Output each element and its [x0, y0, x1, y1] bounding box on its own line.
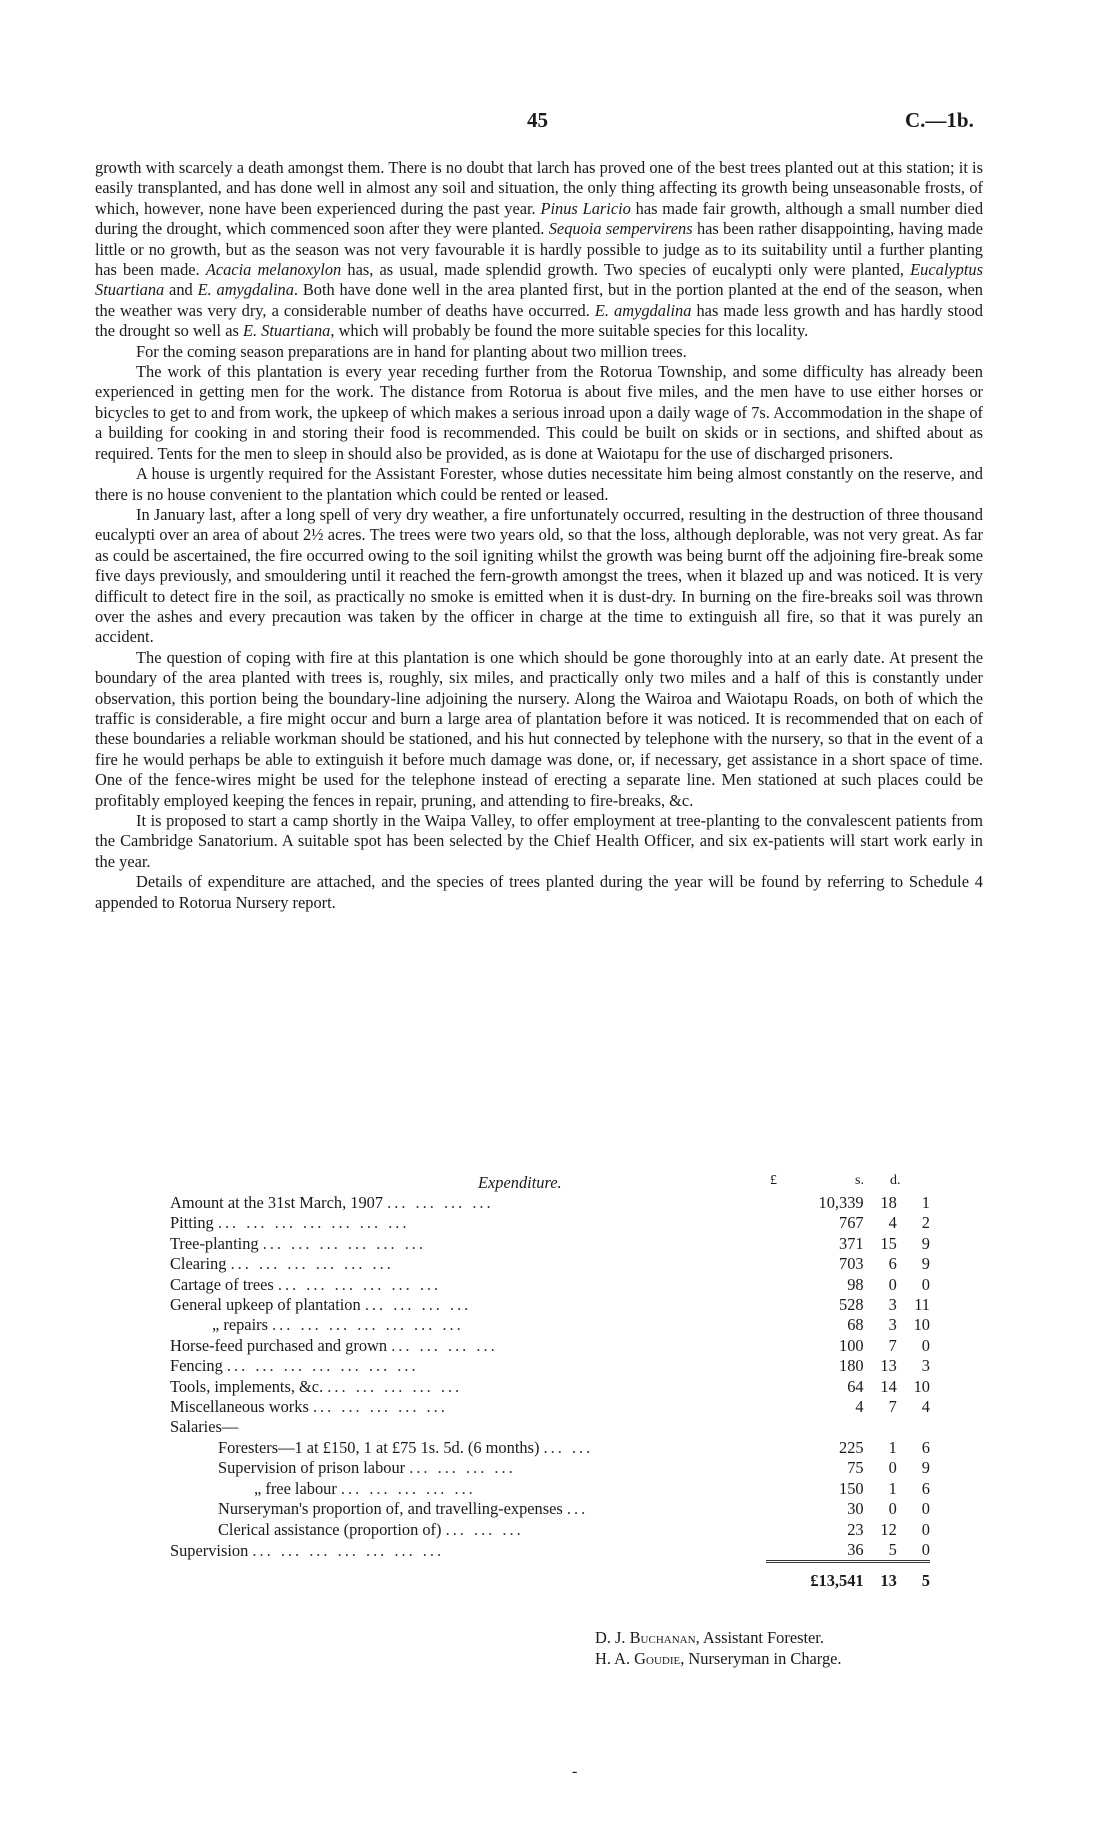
expenditure-table: [170, 1193, 930, 1591]
table-row: Supervision ... ... ... ... ... ... ... 36 5 0: [170, 1539, 930, 1561]
page-header: [0, 108, 1114, 136]
table-row: Horse-feed purchased and grown ... ... ... ... 100 7 0: [170, 1335, 930, 1355]
table-row: General upkeep of plantation ... ... ... ... 528 3 11: [170, 1295, 930, 1315]
expenditure-title: Expenditure.: [478, 1173, 562, 1192]
table-row: „ repairs ... ... ... ... ... ... ... 68 3 10: [212, 1315, 930, 1335]
table-row: Clerical assistance (proportion of) ... ... ... 23 12 0: [218, 1519, 930, 1539]
total-pence: 5: [897, 1562, 930, 1592]
table-row: Foresters—1 at £150, 1 at £75 1s. 5d. (6 months) ... ... 225 1 6: [218, 1437, 930, 1457]
total-pounds: £13,541: [766, 1562, 864, 1592]
table-row: Supervision of prison labour ... ... ... ... 75 0 9: [218, 1458, 930, 1478]
table-row: Fencing ... ... ... ... ... ... ... 180 13 3: [170, 1356, 930, 1376]
column-pounds: £: [770, 1173, 777, 1188]
table-row: Clearing ... ... ... ... ... ... 703 6 9: [170, 1254, 930, 1274]
paragraph-camp: It is proposed to start a camp shortly in the Waipa Valley, to offer employment at tree-planting to the convalescent patients from the Cambridge Sanatorium. A suitable spot has been selected by the Chief Health Officer, and six ex-patients will start work early in the year.: [95, 811, 983, 871]
page-number: 45: [527, 108, 548, 132]
report-body: [95, 158, 983, 913]
paragraph-expenditure-details: Details of expenditure are attached, and the species of trees planted during the year will be found by referring to Schedule 4 appended to Rotorua Nursery report.: [95, 872, 983, 912]
paragraph-coming-season: For the coming season preparations are in hand for planting about two million trees.: [136, 341, 687, 361]
signature-line: H. A. Goudie, Nurseryman in Charge.: [595, 1649, 842, 1668]
paragraph-work-distance: The work of this plantation is every year receding further from the Rotorua Township, and some difficulty has already been experienced in getting men for the work. The distance from Rotorua is about five miles, and the men have to use either horses or bicycles to get to and from work, the upkeep of which makes a serious inroad upon a daily wage of 7s. Accommodation in the shape of a building for cooking in and storing their food is recommended. This could be built on skids or in sections, and shifted about as required. Tents for the men to sleep in should also be provided, as is done at Waiotapu for the use of discharged prisoners.: [95, 362, 983, 463]
paragraph-growth: growth with scarcely a death amongst them. There is no doubt that larch has proved one of the best trees planted out at this station; it is easily transplanted, and has done well in almost any soil and situation, the only thing affecting its growth being unseasonable frosts, of which, however, none have been experienced during the past year. Pinus Laricio has made fair growth, although a small number died during the drought, which commenced soon after they were planted. Sequoia sempervirens has been rather disappointing, having made little or no growth, but as the season was not very favourable it is hardly possible to judge as to its suitability until a further planting has been made. Acacia melanoxylon has, as usual, made splendid growth. Two species of eucalypti only were planted, Eucalyptus Stuartiana and E. amygdalina. Both have done well in the area planted first, but in the portion planted at the end of the season, when the weather was very dry, a considerable number of deaths have occurred. E. amygdalina has made less growth and has hardly stood the drought so well as E. Stuartiana, which will probably be found the more suitable species for this locality.: [95, 158, 984, 341]
table-row: Tools, implements, &c. ... ... ... ... ... 64 14 10: [170, 1376, 930, 1396]
table-row: Amount at the 31st March, 1907 ... ... ... ... 10,339 18 1: [170, 1193, 930, 1212]
table-row: Tree-planting ... ... ... ... ... ... 371 15 9: [170, 1233, 930, 1253]
table-row: Nurseryman's proportion of, and travelling-expenses ... 30 0 0: [218, 1499, 930, 1519]
signatures: [595, 1627, 842, 1669]
paragraph-fire-coping: The question of coping with fire at this plantation is one which should be gone thoroughly into at an early date. At present the boundary of the area planted with trees is, roughly, six miles, and practically only two miles and a half of this is constantly under observation, this portion being the boundary-line adjoining the nursery. Along the Wairoa and Waiotapu Roads, on both of which the traffic is considerable, a fire might occur and burn a large area of plantation before it was noticed. It is recommended that on each of these boundaries a reliable workman should be stationed, and his hut connected by telephone with the nursery, so that in the event of a fire he would perhaps be able to extinguish it before much damage was done, or, if necessary, get assistance in a short space of time. One of the fence-wires might be used for the telephone instead of erecting a separate line. Men stationed at such places could be profitably employed keeping the fences in repair, pruning, and attending to fire-breaks, &c.: [95, 647, 983, 810]
footer-mark: -: [572, 1763, 578, 1780]
total-row: [170, 1562, 930, 1592]
table-row: Pitting ... ... ... ... ... ... ... 767 4 2: [170, 1213, 930, 1233]
table-row: Miscellaneous works ... ... ... ... ... 4 7 4: [170, 1397, 930, 1417]
column-pence: d.: [890, 1173, 901, 1188]
table-row: Salaries—: [170, 1417, 239, 1437]
table-row: „ free labour ... ... ... ... ... 150 1 6: [254, 1478, 930, 1498]
document-reference: C.—1b.: [905, 108, 974, 132]
paragraph-fire: In January last, after a long spell of very dry weather, a fire unfortunately occurred, resulting in the destruction of three thousand eucalypti over an area of about 2½ acres. The trees were two years old, so that the loss, although deplorable, was not very great. As far as could be ascertained, the fire occurred owing to the soil igniting whilst the growth was being burnt off the adjoining fire-break some five days previously, and smouldering until it reached the fern-growth amongst the trees, when it blazed up and was noticed. It is very difficult to detect fire in the soil, as practically no smoke is emitted when it is dust-dry. In burning on the fire-breaks soil was thrown over the ashes and every precaution was taken by the officer in charge at the time to extinguish all fire, so that it was purely an accident.: [95, 504, 983, 647]
total-shillings: 13: [864, 1562, 897, 1592]
paragraph-house: A house is urgently required for the Assistant Forester, whose duties necessitate him being almost constantly on the reserve, and there is no house convenient to the plantation which could be rented or leased.: [95, 464, 983, 504]
column-shillings: s.: [855, 1173, 864, 1188]
expenditure-header: [0, 1173, 1114, 1193]
signature-line: D. J. Buchanan, Assistant Forester.: [595, 1628, 824, 1647]
table-row: Cartage of trees ... ... ... ... ... ... 98 0 0: [170, 1274, 930, 1294]
